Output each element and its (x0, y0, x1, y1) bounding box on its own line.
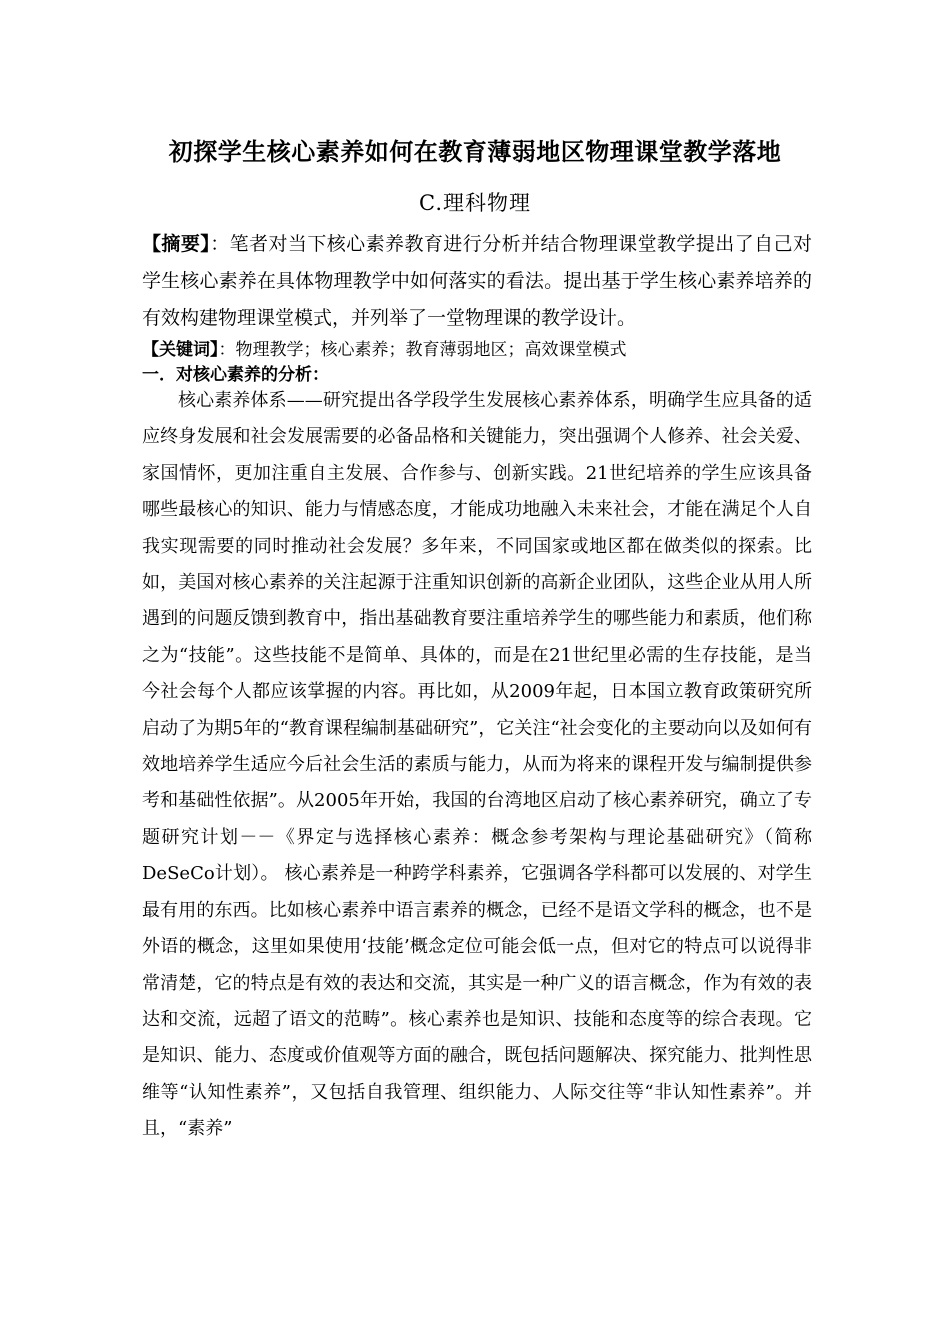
section-heading: 一．对核心素养的分析： (142, 365, 329, 385)
abstract (142, 226, 812, 337)
abstract-text: ：笔者对当下核心素养教育进行分析并结合物理课堂教学提出了自己对学生核心素养在具体物理教学中如何落实的看法。提出基于学生核心素养培养的有效构建物理课堂模式，并列举了一堂物理课的教学设计。 (142, 233, 812, 329)
abstract-label: 【摘要】 (142, 233, 211, 255)
keywords-text: ：物理教学；核心素养；教育薄弱地区；高效课堂模式 (218, 340, 627, 360)
document-title: 初探学生核心素养如何在教育薄弱地区物理课堂教学落地 (168, 138, 782, 166)
keywords (142, 338, 812, 362)
keywords-label: 【关键词】 (142, 340, 219, 360)
section-paragraph: 核心素养体系——研究提出各学段学生发展核心素养体系，明确学生应具备的适应终身发展和社会发展需要的必备品格和关键能力，突出强调个人修养、社会关爱、家国情怀，更加注重自主发展、合作参与、创新实践。21世纪培养的学生应该具备哪些最核心的知识、能力与情感态度，才能成功地融入未来社会，才能在满足个人自我实现需要的同时推动社会发展？多年来，不同国家或地区都在做类似的探索。比如，美国对核心素养的关注起源于注重知识创新的高新企业团队，这些企业从用人所遇到的问题反馈到教育中，指出基础教育要注重培养学生的哪些能力和素质，他们称之为“技能”。这些技能不是简单、具体的，而是在21世纪里必需的生存技能，是当今社会每个人都应该掌握的内容。再比如，从2009年起，日本国立教育政策研究所启动了为期5年的“教育课程编制基础研究”，它关注“社会变化的主要动向以及如何有效地培养学生适应今后社会生活的素质与能力，从而为将来的课程开发与编制提供参考和基础性依据”。从2005年开始，我国的台湾地区启动了核心素养研究，确立了专题研究计划－－《界定与选择核心素养：概念参考架构与理论基础研究》（简称DeSeCo计划）。 核心素养是一种跨学科素养，它强调各学科都可以发展的、对学生最有用的东西。比如核心素养中语言素养的概念，已经不是语文学科的概念，也不是外语的概念，这里如果使用‘技能’概念定位可能会低一点，但对它的特点可以说得非常清楚，它的特点是有效的表达和交流，其实是一种广义的语言概念，作为有效的表达和交流，远超了语文的范畴”。核心素养也是知识、技能和态度等的综合表现。它是知识、能力、态度或价值观等方面的融合，既包括问题解决、探究能力、批判性思维等“认知性素养”，又包括自我管理、组织能力、人际交往等“非认知性素养”。并且，“素养” (142, 390, 812, 1140)
document-subtitle: C.理科物理 (419, 191, 531, 215)
